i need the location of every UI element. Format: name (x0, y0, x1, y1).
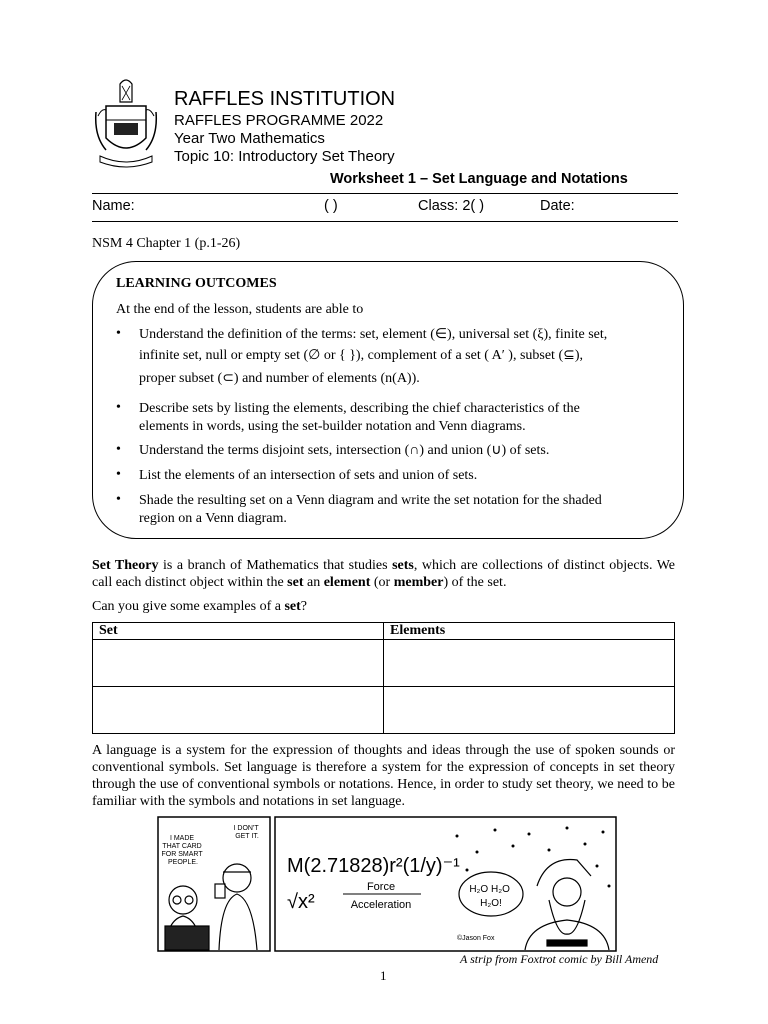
outcome-1-line-3: proper subset (⊂) and number of elements (n(A)). (139, 371, 420, 386)
question-term-set: set (284, 599, 301, 614)
outcome-1-line-1: Understand the definition of the terms: set, element (∈), universal set (ξ), finite set, (139, 327, 608, 342)
outcome-5-line-2: region on a Venn diagram. (139, 511, 287, 526)
table-cell-elements[interactable] (384, 687, 675, 734)
term-sets: sets (392, 558, 414, 573)
programme-name: RAFFLES PROGRAMME 2022 (174, 112, 384, 129)
comic-acceleration-label: Acceleration (350, 899, 412, 911)
table-cell-set[interactable] (93, 640, 384, 687)
level-name: Year Two Mathematics (174, 130, 325, 147)
outcome-3: Understand the terms disjoint sets, intersection (∩) and union (∪) of sets. (139, 443, 550, 458)
table-header-row (93, 623, 675, 640)
speech-bubble-smart-people: I MADE THAT CARD FOR SMART PEOPLE. (161, 835, 203, 866)
textbook-reference: NSM 4 Chapter 1 (p.1-26) (92, 236, 241, 251)
term-set-theory: Set Theory (92, 558, 159, 573)
school-crest-icon (92, 76, 160, 168)
set-language-paragraph: A language is a system for the expression of thoughts and ideas through the use of spoken sounds or conventional symbols. Set language is therefore a system for the expression of concepts in set theory through the use of conventional symbols or notations. Hence, in order to study set theory, we need to be familiar with the symbols and notations in set language. (92, 743, 675, 809)
date-field[interactable]: Date: (540, 198, 575, 214)
outcome-1-line-2: infinite set, null or empty set (∅ or { }), complement of a set ( A′ ), subset (⊆), (139, 348, 584, 363)
learning-outcomes-intro: At the end of the lesson, students are able to (116, 302, 364, 317)
column-header-set: Set (93, 623, 384, 640)
speech-bubble-dont-get-it: I DON'T GET IT. (233, 825, 259, 840)
term-member: member (393, 575, 444, 590)
bullet-3: • (116, 442, 121, 457)
outcome-2 (139, 400, 679, 436)
header-divider-bottom (92, 221, 678, 222)
term-set: set (287, 575, 304, 590)
bullet-5: • (116, 492, 121, 507)
outcome-5 (139, 492, 679, 528)
bullet-4: • (116, 467, 121, 482)
intro-text-5: ) of the set. (443, 575, 507, 590)
comic-force-label: Force (366, 881, 396, 893)
set-theory-intro (92, 557, 675, 591)
page-number: 1 (380, 968, 387, 983)
outcome-4: List the elements of an intersection of sets and union of sets. (139, 468, 478, 483)
table-cell-set[interactable] (93, 687, 384, 734)
table-cell-elements[interactable] (384, 640, 675, 687)
learning-outcomes-title: LEARNING OUTCOMES (116, 276, 277, 291)
question-text: Can you give some examples of a (92, 599, 285, 614)
topic-name: Topic 10: Introductory Set Theory (174, 148, 395, 165)
intro-text-3: an (303, 575, 324, 590)
intro-text-2: , which are collections of distinct objects. We call each distinct object within the (92, 558, 676, 590)
term-element: element (323, 575, 371, 590)
intro-text-4: (or (370, 575, 394, 590)
column-header-elements: Elements (384, 623, 675, 640)
outcome-5-line-1: Shade the resulting set on a Venn diagram and write the set notation for the shaded (139, 493, 602, 508)
examples-question (92, 598, 675, 615)
index-field[interactable]: ( ) (324, 198, 338, 214)
comic-formula-top: M(2.71828)r²(1/y)⁻¹ (287, 855, 460, 877)
outcome-1 (139, 326, 679, 388)
class-field[interactable]: Class: 2( ) (418, 198, 485, 214)
table-row (93, 687, 675, 734)
outcome-2-line-1: Describe sets by listing the elements, describing the chief characteristics of the (139, 401, 580, 416)
worksheet-title: Worksheet 1 – Set Language and Notations (330, 171, 628, 187)
foxtrot-comic-strip (157, 816, 617, 952)
school-name: RAFFLES INSTITUTION (174, 88, 396, 110)
question-mark: ? (300, 599, 307, 614)
set-examples-table (92, 622, 675, 734)
comic-signature: ©Jason Fox (457, 935, 495, 942)
student-fields (92, 198, 678, 218)
header-divider-top (92, 193, 678, 194)
comic-caption: A strip from Foxtrot comic by Bill Amend (460, 952, 659, 966)
comic-formula-root: √x² (287, 891, 315, 913)
intro-text-1: is a branch of Mathematics that studies (158, 558, 393, 573)
outcome-2-line-2: elements in words, using the set-builder notation and Venn diagrams. (139, 419, 526, 434)
speech-bubble-h2o-text: H₂O H₂O H₂O! (469, 884, 510, 909)
name-field[interactable]: Name: (92, 198, 135, 214)
bullet-2: • (116, 400, 121, 415)
bullet-1: • (116, 326, 121, 341)
table-row (93, 640, 675, 687)
